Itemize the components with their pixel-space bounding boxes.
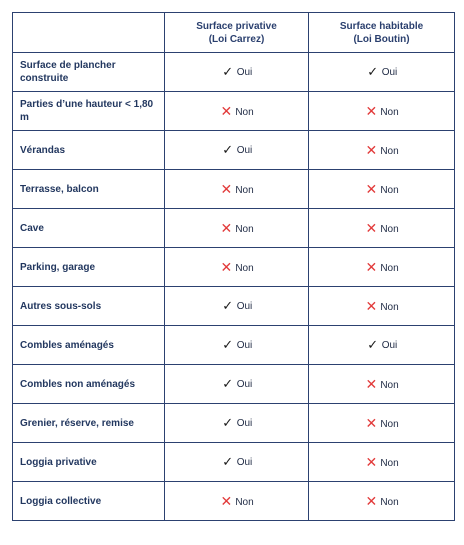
cross-icon: ✕	[220, 258, 233, 275]
row-label: Grenier, réserve, remise	[13, 404, 165, 443]
table-row	[13, 326, 455, 365]
cell-carrez	[165, 287, 309, 326]
cross-icon: ✕	[365, 258, 378, 275]
header-boutin	[309, 13, 455, 53]
cell-boutin	[309, 131, 455, 170]
cell-carrez	[165, 131, 309, 170]
header-boutin-title: Surface habitable	[339, 20, 424, 32]
cross-icon: ✕	[365, 141, 378, 158]
table-row	[13, 170, 455, 209]
cell-boutin	[309, 443, 455, 482]
cell-value: Oui	[236, 67, 253, 78]
cell-value: Non	[380, 106, 399, 118]
cell-value: Oui	[236, 418, 253, 429]
cell-carrez	[165, 326, 309, 365]
cross-icon: ✕	[365, 375, 378, 392]
check-icon: ✓	[222, 376, 234, 391]
table-row	[13, 287, 455, 326]
cell-value: Non	[380, 418, 399, 430]
check-icon: ✓	[222, 454, 234, 469]
cell-boutin	[309, 287, 455, 326]
surface-comparison-table	[12, 12, 455, 521]
cell-carrez	[165, 404, 309, 443]
table-row	[13, 404, 455, 443]
cell-carrez	[165, 92, 309, 131]
cell-value: Non	[380, 496, 399, 508]
row-label: Terrasse, balcon	[13, 170, 165, 209]
cell-value: Non	[235, 262, 254, 274]
row-label: Parking, garage	[13, 248, 165, 287]
cell-boutin	[309, 92, 455, 131]
check-icon: ✓	[222, 415, 234, 430]
cross-icon: ✕	[365, 414, 378, 431]
table-row	[13, 248, 455, 287]
cross-icon: ✕	[365, 219, 378, 236]
cell-carrez	[165, 248, 309, 287]
header-carrez-title: Surface privative	[196, 20, 277, 32]
header-empty-cell	[13, 13, 165, 53]
cell-value: Non	[235, 106, 254, 118]
row-label: Loggia collective	[13, 482, 165, 521]
cell-value: Non	[235, 496, 254, 508]
cross-icon: ✕	[365, 453, 378, 470]
check-icon: ✓	[222, 298, 234, 313]
check-icon: ✓	[367, 337, 379, 352]
header-boutin-subtitle: (Loi Boutin)	[353, 33, 410, 45]
cell-value: Oui	[381, 340, 398, 351]
cross-icon: ✕	[220, 219, 233, 236]
cell-boutin	[309, 482, 455, 521]
cell-value: Non	[380, 145, 399, 157]
cross-icon: ✕	[220, 492, 233, 509]
table-row	[13, 443, 455, 482]
header-row	[13, 13, 455, 53]
cell-value: Non	[380, 184, 399, 196]
table-row	[13, 53, 455, 92]
cell-value: Non	[380, 223, 399, 235]
cell-boutin	[309, 170, 455, 209]
cell-boutin	[309, 326, 455, 365]
table-body	[13, 53, 455, 521]
row-label: Combles non aménagés	[13, 365, 165, 404]
cell-carrez	[165, 443, 309, 482]
cell-carrez	[165, 482, 309, 521]
cell-value: Oui	[236, 379, 253, 390]
cell-boutin	[309, 365, 455, 404]
cell-value: Oui	[381, 67, 398, 78]
row-label: Parties d’une hauteur < 1,80 m	[13, 92, 165, 131]
cross-icon: ✕	[365, 492, 378, 509]
cell-value: Oui	[236, 340, 253, 351]
cell-value: Non	[380, 262, 399, 274]
check-icon: ✓	[222, 64, 234, 79]
cell-carrez	[165, 170, 309, 209]
row-label: Combles aménagés	[13, 326, 165, 365]
cell-boutin	[309, 53, 455, 92]
check-icon: ✓	[367, 64, 379, 79]
header-carrez	[165, 13, 309, 53]
cross-icon: ✕	[220, 180, 233, 197]
table-row	[13, 131, 455, 170]
cross-icon: ✕	[365, 102, 378, 119]
cell-carrez	[165, 209, 309, 248]
row-label: Loggia privative	[13, 443, 165, 482]
row-label: Cave	[13, 209, 165, 248]
cell-value: Oui	[236, 301, 253, 312]
cell-boutin	[309, 248, 455, 287]
cell-value: Non	[380, 457, 399, 469]
cell-value: Oui	[236, 145, 253, 156]
table-row	[13, 209, 455, 248]
check-icon: ✓	[222, 142, 234, 157]
cell-value: Non	[235, 223, 254, 235]
cross-icon: ✕	[365, 180, 378, 197]
cross-icon: ✕	[365, 297, 378, 314]
cell-value: Non	[380, 379, 399, 391]
cell-boutin	[309, 404, 455, 443]
cell-value: Oui	[236, 457, 253, 468]
cell-boutin	[309, 209, 455, 248]
cell-value: Non	[235, 184, 254, 196]
cell-carrez	[165, 365, 309, 404]
cell-carrez	[165, 53, 309, 92]
table-row	[13, 365, 455, 404]
row-label: Autres sous-sols	[13, 287, 165, 326]
row-label: Vérandas	[13, 131, 165, 170]
comparison-table-container	[12, 12, 454, 521]
check-icon: ✓	[222, 337, 234, 352]
cross-icon: ✕	[220, 102, 233, 119]
table-row	[13, 482, 455, 521]
header-carrez-subtitle: (Loi Carrez)	[208, 33, 265, 45]
table-row	[13, 92, 455, 131]
cell-value: Non	[380, 301, 399, 313]
row-label: Surface de plancher construite	[13, 53, 165, 92]
